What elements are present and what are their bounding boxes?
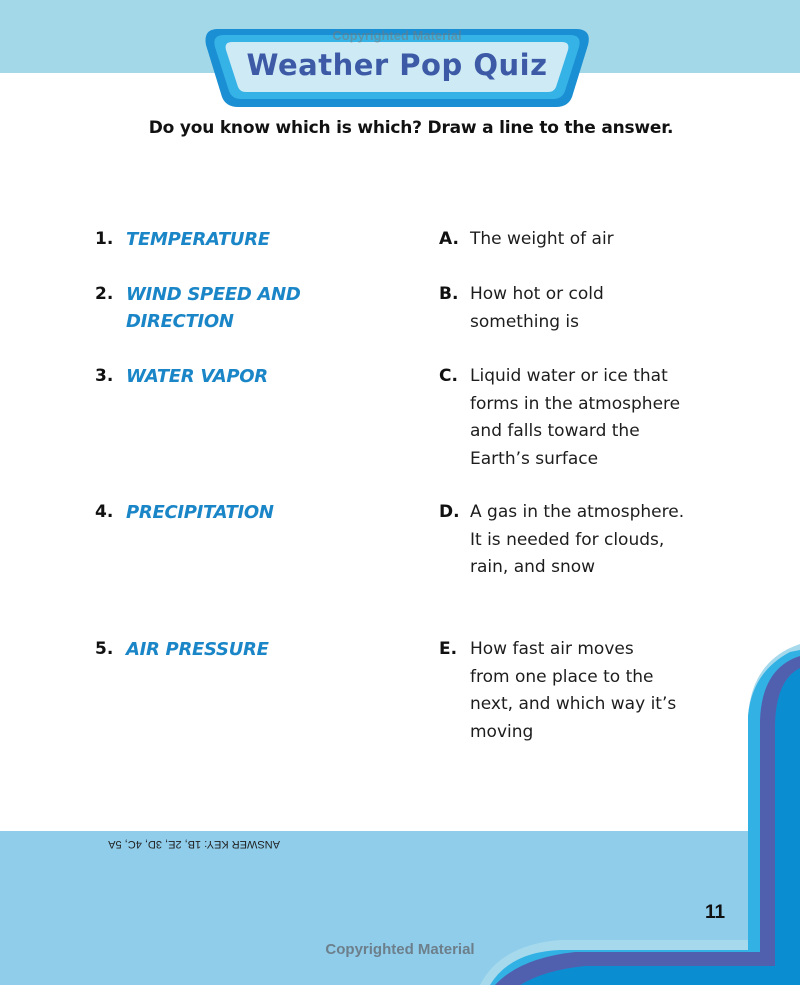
page-number: 11 — [704, 902, 726, 923]
definition-line: forms in the atmosphere — [470, 393, 681, 414]
definition-line: next, and which way it’s — [470, 694, 677, 714]
definition-line: A gas in the atmosphere. — [470, 502, 685, 522]
definition-line: and falls toward the — [470, 421, 640, 441]
definition-letter: B. — [439, 284, 459, 304]
definition-line: How hot or cold — [470, 284, 604, 304]
term-label: AIR PRESSURE — [126, 639, 269, 660]
definition-letter: E. — [439, 639, 458, 659]
term-number: 4. — [95, 502, 114, 522]
term-number: 5. — [95, 639, 114, 659]
term-label: PRECIPITATION — [126, 502, 274, 523]
term-number: 2. — [95, 284, 114, 304]
definition-letter: A. — [439, 229, 459, 249]
definition-line: moving — [470, 721, 534, 742]
term-label-line-1: WIND SPEED AND — [126, 284, 301, 305]
term-label: WATER VAPOR — [126, 366, 268, 387]
definition-line: Liquid water or ice that — [470, 366, 668, 386]
definition-line: The weight of air — [470, 229, 614, 249]
definition-letter: C. — [439, 366, 458, 386]
term-number: 1. — [95, 229, 114, 249]
definition-line: from one place to the — [470, 666, 654, 687]
definition-line: Earth’s surface — [470, 448, 599, 469]
definition-letter: D. — [439, 502, 460, 522]
watermark-top: Copyrighted Material — [332, 28, 462, 43]
term-label-line-2: DIRECTION — [126, 311, 234, 332]
instructions: Do you know which is which? Draw a line to the answer. — [148, 118, 674, 138]
page-title: Weather Pop Quiz — [246, 48, 548, 82]
definition-line: rain, and snow — [470, 557, 596, 577]
definition-line: It is needed for clouds, — [470, 529, 665, 550]
watermark-bottom: Copyrighted Material — [325, 941, 475, 958]
definition-line: How fast air moves — [470, 639, 634, 659]
answer-key: ANSWER KEY: 1B, 2E, 3D, 4C, 5A — [108, 838, 280, 850]
definition-line: something is — [470, 311, 579, 332]
term-label: TEMPERATURE — [126, 229, 270, 250]
term-number: 3. — [95, 366, 114, 386]
